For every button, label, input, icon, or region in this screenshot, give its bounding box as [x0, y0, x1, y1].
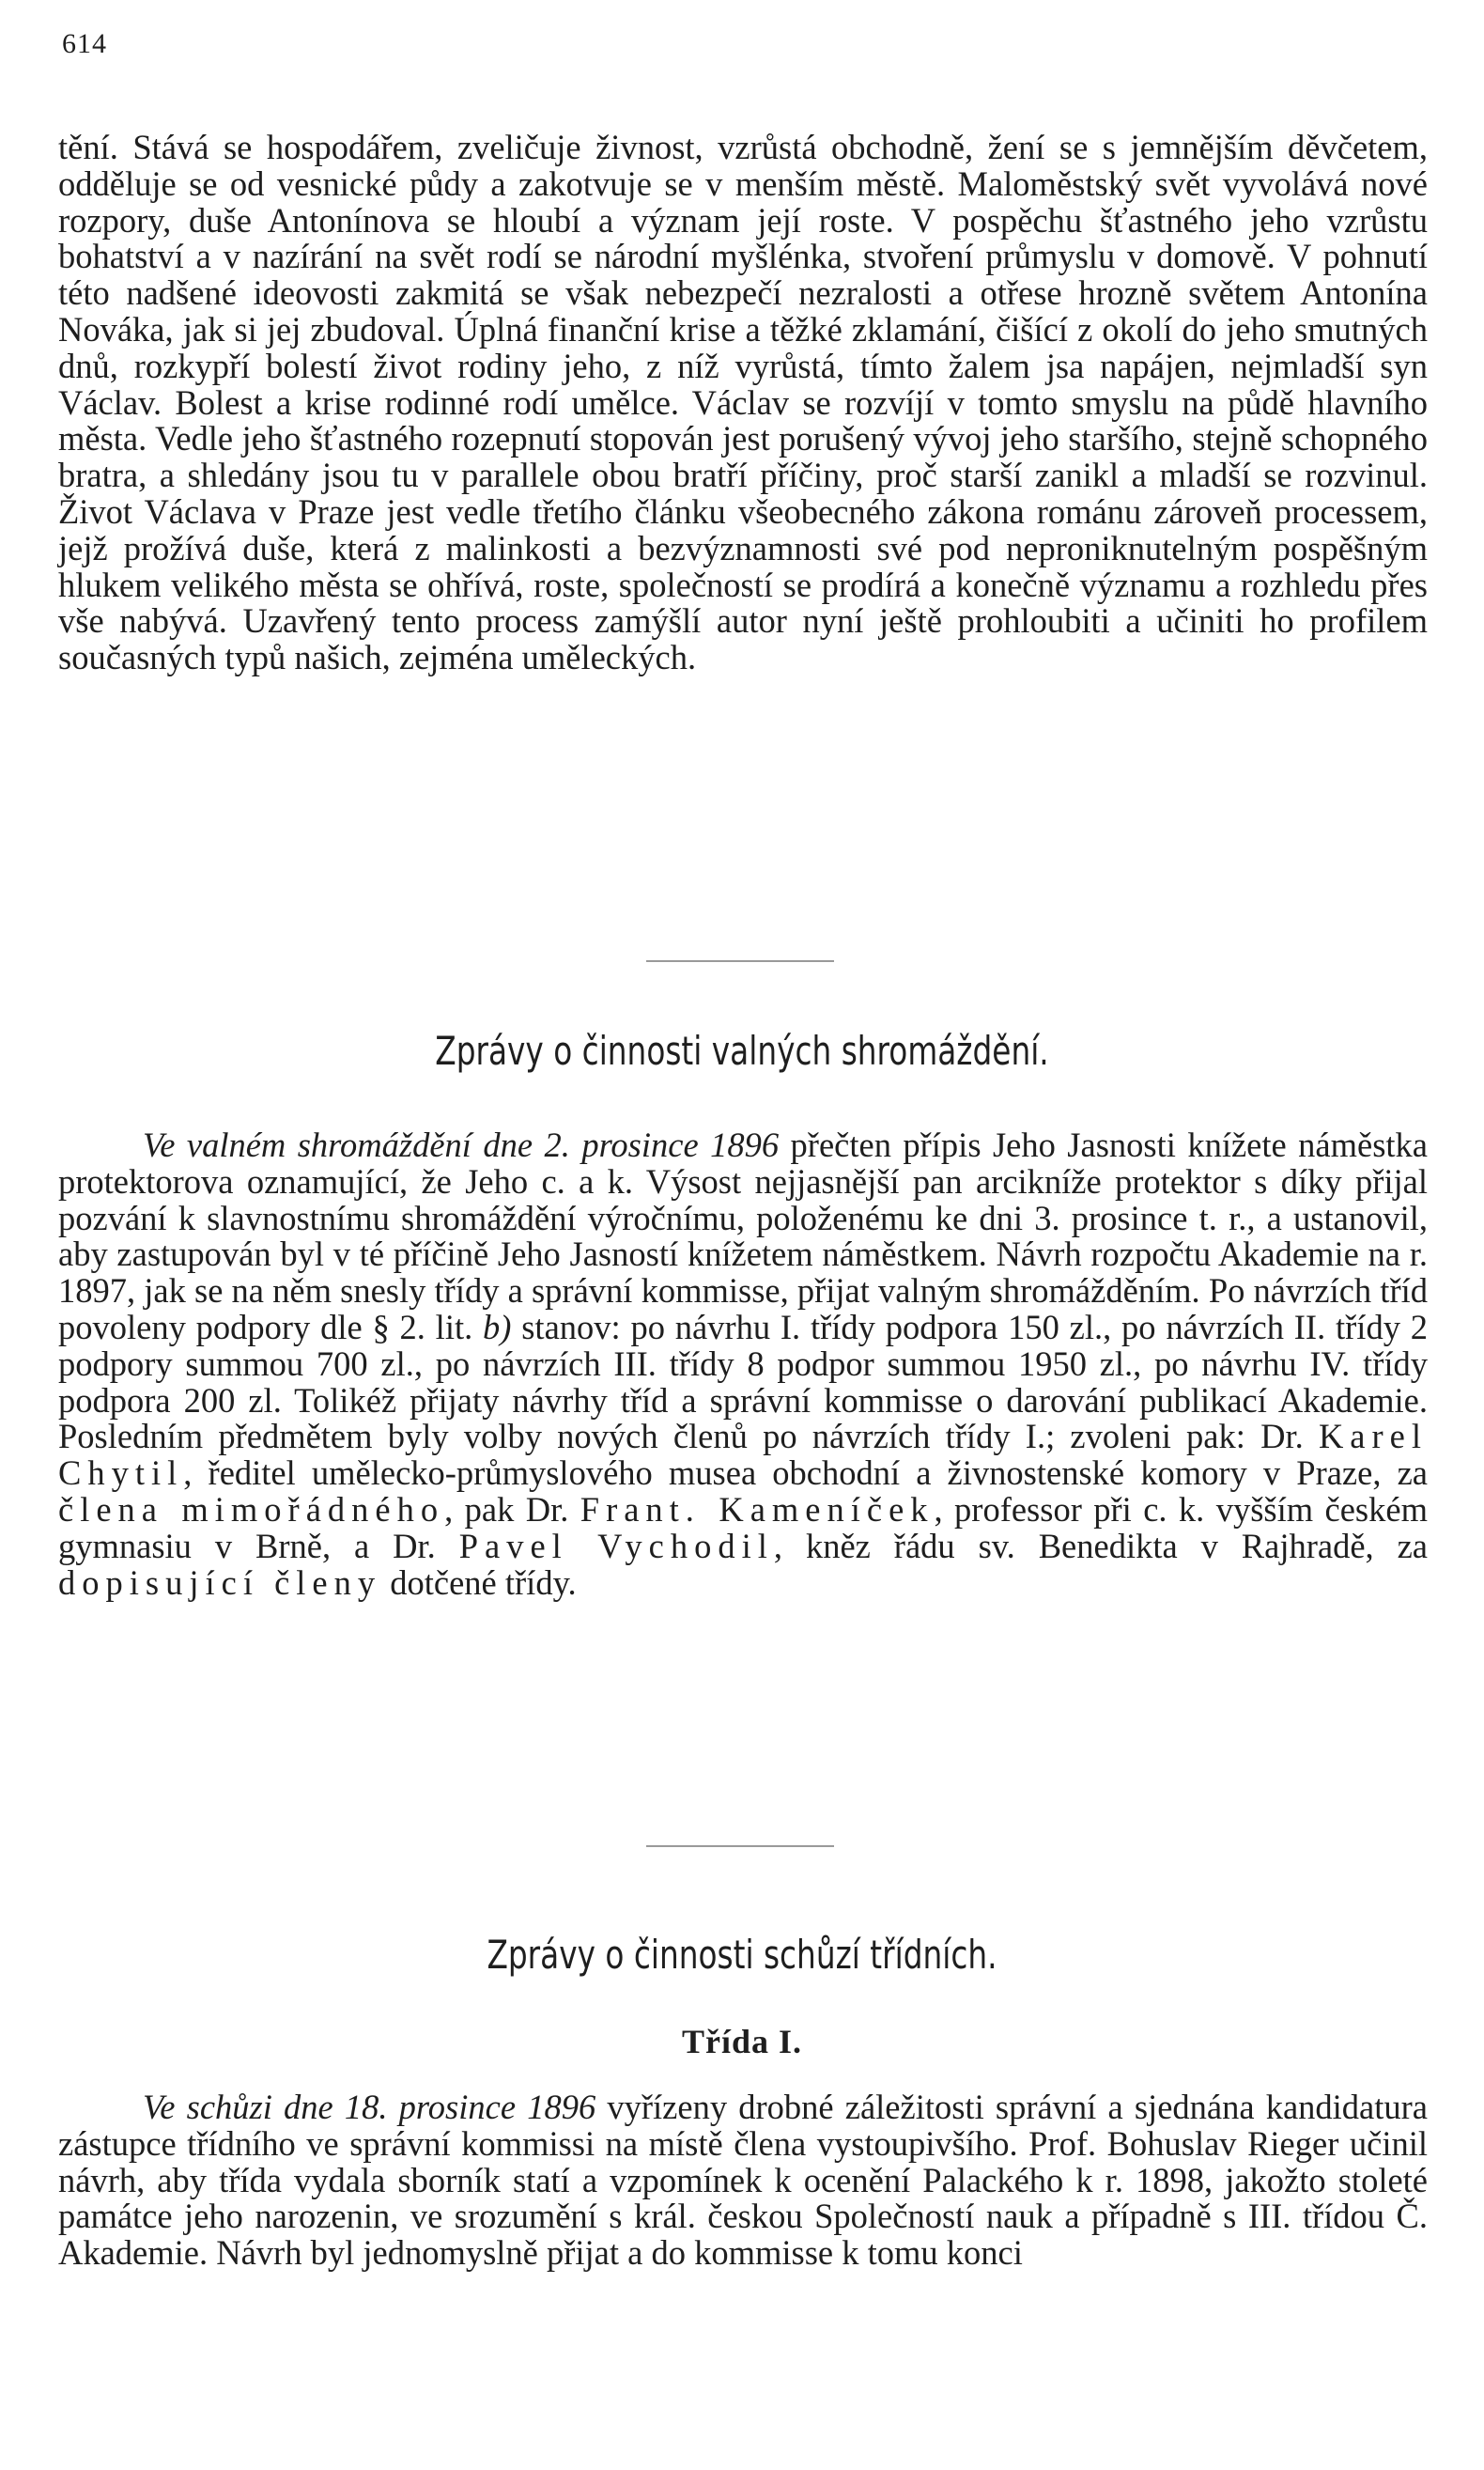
- member-name-kamenicek: Frant. Kameníček: [580, 1489, 935, 1529]
- meeting-text: vyřízeny drobné záležitosti správní a sjednána kandidatura zástupce třídního ve správní kommissi na místě člena vystoupivšího. Prof. Bohuslav Rieger učinil návrh, aby třída vydala sborník statí a vzpomínek k ocenění Palackého k r. 1898, jakožto stoleté památce jeho narozenin, ve srozumění s král. českou Společností nauk a případně s III. třídou Č. Akademie. Návrh byl jednomyslně přijat a do kommisse k tomu konci: [58, 2088, 1428, 2273]
- member-name-vychodil: Pavel Vychodil: [458, 1526, 774, 1565]
- member-role-corresponding: dopisující členy: [58, 1562, 382, 1602]
- paragraph-class-one-meeting: [58, 2089, 1428, 2272]
- section-divider: [646, 1845, 834, 1847]
- assembly-text-b: stanov: po návrhu I. třídy podpora 150 zl., po návrzích II. třídy 2 podpory summou 700 zl., po návrzích III. třídy 8 podpor summou 1950 zl., po návrhu IV. třídy podpora 200 zl. Tolikéž přijaty návrhy tříd a správní kommisse o darování publikací Akademie. Posledním předmětem byly volby nových členů po návrzích třídy I.; zvoleni pak: Dr.: [58, 1307, 1428, 1456]
- assembly-text-e: , professor při c. k. vyšším českém gymnasiu v Brně, a Dr.: [58, 1489, 1428, 1565]
- assembly-text-g: dotčené třídy.: [381, 1562, 577, 1602]
- paragraph-continued: tění. Stává se hospodářem, zveličuje živnost, vzrůstá obchodně, žení se s jemnějším děvčetem, odděluje se od vesnické půdy a zakotvuje se v menším městě. Maloměstský svět vyvolává nové rozpory, duše Antonínova se hloubí a význam její roste. V pospěchu šťastného jeho vzrůstu bohatství a v nazírání na svět rodí se národní myšlénka, stvoření průmyslu v domově. V pohnutí této nadšené ideovosti zakmitá se však nebezpečí nezralosti a otřese hrozně světem Antonína Nováka, jak si jej zbudoval. Úplná finanční krise a těžké zklamání, čišící z okolí do jeho smutných dnů, rozkypří bolestí život rodiny jeho, z níž vyrůstá, tímto žalem jsa napájen, nejmladší syn Václav. Bolest a krise rodinné rodí umělce. Václav se rozvíjí v tomto smyslu na půdě hlavního města. Vedle jeho šťastného rozepnutí stopován jest porušený vývoj jeho staršího, stejně schopného bratra, a shledány jsou tu v parallele obou bratří příčiny, proč starší zanikl a mladší se rozvinul. Život Václava v Praze jest vedle třetího článku všeobecného zákona románu zároveň processem, jejž prožívá duše, která z malinkosti a bezvýznamnosti své pod neproniknutelným pospěšným hlukem velikého města se ohřívá, roste, společností se prodírá a konečně významu a rozhledu přes vše nabývá. Uzavřený tento process zamýšlí autor nyní ještě prohloubiti a učiniti ho profilem současných typů našich, zejména uměleckých.: [58, 128, 1428, 677]
- assembly-text-a: přečten přípis Jeho Jasnosti knížete náměstka protektorova oznamující, že Jeho c. a k. Výsost nejjasnější pan arcikníže protektor s díky přijal pozvání k slavnostnímu shromáždění výročnímu, položenému ke dni 3. prosince t. r., a ustanovil, aby zastupován byl v té příčině Jeho Jasností knížetem náměstkem. Návrh rozpočtu Akademie na r. 1897, jak se na něm snesly třídy a správní kommisse, přijat valným shromážděním. Po návrzích tříd povoleny podpory dle § 2. lit.: [58, 1126, 1428, 1346]
- member-role-extraordinary: člena mimořádného: [58, 1489, 445, 1529]
- meeting-date: Ve schůzi dne 18. prosince 1896: [143, 2088, 596, 2126]
- assembly-text-f: , kněz řádu sv. Benedikta v Rajhradě, za: [773, 1526, 1428, 1565]
- page-number: 614: [62, 28, 107, 59]
- section-heading-general-assemblies: Zprávy o činnosti valných shromáždění.: [435, 1028, 1049, 1074]
- assembly-text-c: , ředitel umělecko-průmyslového musea obchodní a živnostenské komory v Praze, za: [183, 1453, 1428, 1493]
- subheading-class-one: Třída I.: [681, 2023, 803, 2060]
- paragraph-general-assembly: [58, 1127, 1428, 1601]
- statute-letter: b): [483, 1307, 512, 1346]
- section-heading-class-meetings: Zprávy o činnosti schůzí třídních.: [487, 1932, 997, 1978]
- section-divider: [646, 960, 834, 962]
- assembly-text-d: , pak Dr.: [444, 1489, 580, 1529]
- assembly-date: Ve valném shromáždění dne 2. prosince 1896: [143, 1126, 780, 1164]
- member-name-chytil: Karel Chytil: [58, 1417, 1428, 1493]
